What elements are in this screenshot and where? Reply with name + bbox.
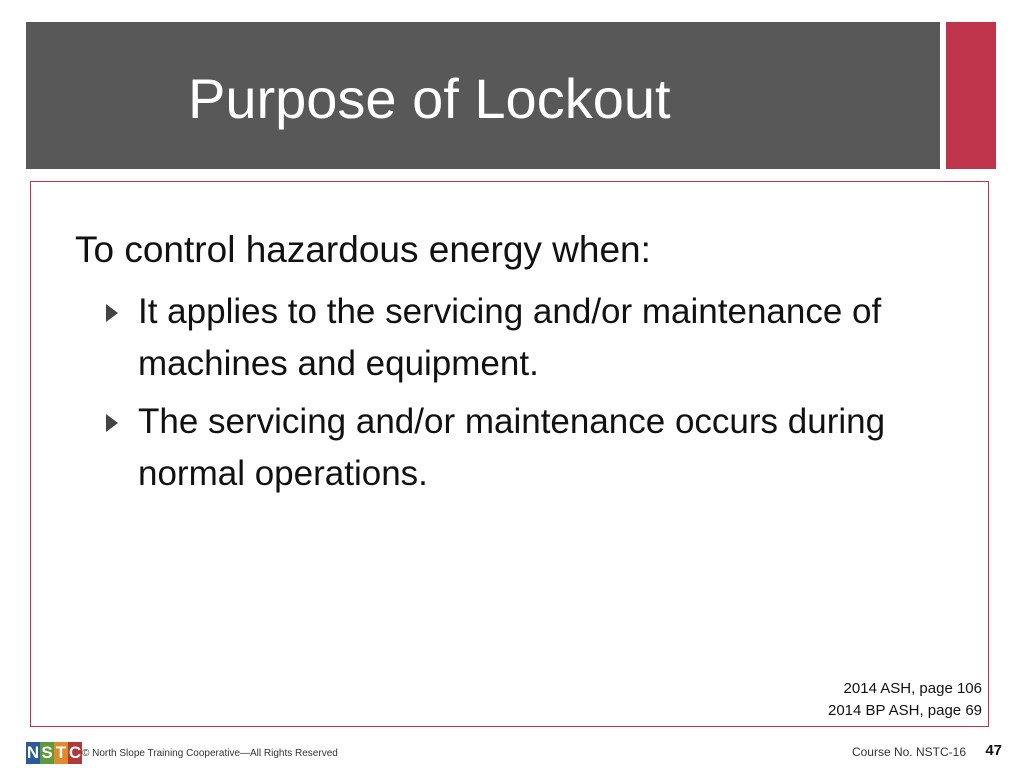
nstc-logo bbox=[26, 742, 82, 764]
page-number: 47 bbox=[985, 742, 1002, 759]
lead-text: To control hazardous energy when: bbox=[75, 229, 651, 270]
copyright-text: © North Slope Training Cooperative—All Rights Reserved bbox=[82, 748, 338, 759]
bullet-item bbox=[106, 286, 926, 390]
bullet-text: The servicing and/or maintenance occurs during normal operations. bbox=[138, 402, 886, 493]
triangle-bullet-icon bbox=[106, 414, 118, 432]
reference-line: 2014 BP ASH, page 69 bbox=[827, 702, 982, 719]
bullet-text: It applies to the servicing and/or maintenance of machines and equipment. bbox=[138, 292, 882, 383]
logo-letter: S bbox=[41, 743, 53, 762]
bullet-item bbox=[106, 396, 926, 500]
triangle-bullet-icon bbox=[106, 304, 118, 322]
reference-line: 2014 ASH, page 106 bbox=[843, 680, 982, 697]
logo-letter: C bbox=[68, 743, 82, 762]
logo-letter: N bbox=[26, 743, 40, 762]
slide-title: Purpose of Lockout bbox=[188, 67, 671, 130]
accent-block bbox=[946, 22, 996, 169]
references bbox=[828, 678, 982, 722]
course-number: Course No. NSTC-16 bbox=[851, 745, 966, 759]
logo-letter: T bbox=[55, 743, 67, 762]
